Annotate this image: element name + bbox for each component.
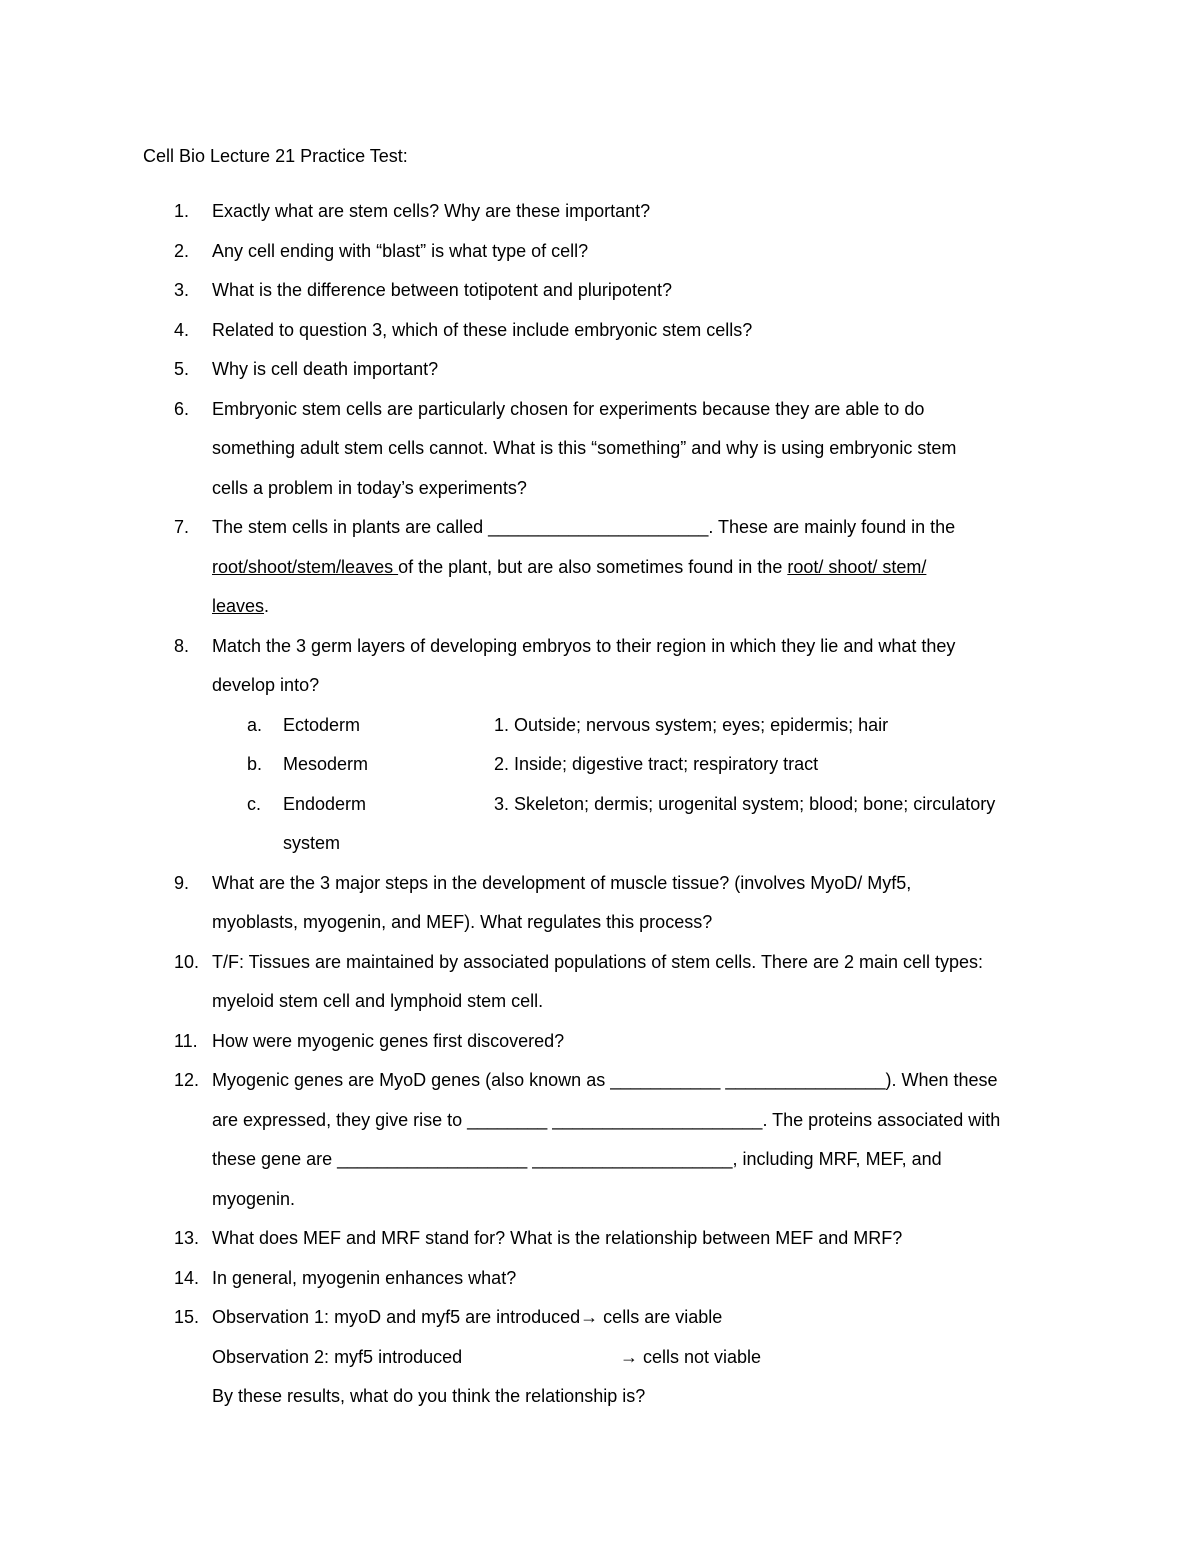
question-5-text: Why is cell death important?: [212, 359, 439, 379]
question-7-line-1: The stem cells in plants are called ______________________. These are mainly found in the: [212, 517, 956, 537]
question-3-text: What is the difference between totipotent and pluripotent?: [212, 280, 672, 300]
observation-2-left: Observation 2: myf5 introduced: [212, 1347, 463, 1367]
question-11-number: 11.: [174, 1031, 198, 1051]
question-13-text: What does MEF and MRF stand for? What is the relationship between MEF and MRF?: [212, 1228, 903, 1248]
observation-1: Observation 1: myoD and myf5 are introduced→ cells are viable: [212, 1307, 723, 1327]
observation-2-right: → cells not viable: [620, 1347, 762, 1367]
germ-layer-letter-c: c.: [247, 794, 262, 814]
document-title: Cell Bio Lecture 21 Practice Test:: [143, 146, 408, 166]
question-10-number: 10.: [174, 952, 200, 972]
question-5-number: 5.: [174, 359, 190, 379]
germ-layer-mesoderm: Mesoderm: [283, 754, 369, 774]
question-8-number: 8.: [174, 636, 190, 656]
question-7-line-3: [212, 594, 269, 618]
question-6-number: 6.: [174, 399, 190, 419]
question-15-closing: By these results, what do you think the relationship is?: [212, 1386, 646, 1406]
question-9-line-1: What are the 3 major steps in the development of muscle tissue? (involves MyoD/ Myf5,: [212, 873, 912, 893]
question-15-number: 15.: [174, 1307, 200, 1327]
question-10-line-2: myeloid stem cell and lymphoid stem cell.: [212, 991, 544, 1011]
germ-layer-endoderm: Endoderm: [283, 794, 367, 814]
underlined-plant-parts-b: root/ shoot/ stem/: [787, 557, 927, 577]
question-12-line-2: are expressed, they give rise to ________ _____________________. The proteins associated with: [212, 1110, 1001, 1130]
question-12-line-3: these gene are ___________________ ____________________, including MRF, MEF, and: [212, 1149, 942, 1169]
question-9-number: 9.: [174, 873, 190, 893]
germ-layer-letter-a: a.: [247, 715, 263, 735]
germ-layer-match-3: 3. Skeleton; dermis; urogenital system; blood; bone; circulatory: [494, 794, 996, 814]
question-7-line-2-middle: of the plant, but are also sometimes found in the: [398, 557, 788, 577]
question-12-number: 12.: [174, 1070, 200, 1090]
question-1-text: Exactly what are stem cells? Why are these important?: [212, 201, 651, 221]
question-2-number: 2.: [174, 241, 190, 261]
question-8-line-1: Match the 3 germ layers of developing embryos to their region in which they lie and what they: [212, 636, 956, 656]
germ-layer-match-2: 2. Inside; digestive tract; respiratory tract: [494, 754, 819, 774]
question-8-line-2: develop into?: [212, 675, 320, 695]
question-6-line-3: cells a problem in today’s experiments?: [212, 478, 527, 498]
germ-layer-letter-b: b.: [247, 754, 263, 774]
question-6-line-1: Embryonic stem cells are particularly chosen for experiments because they are able to do: [212, 399, 925, 419]
question-1-number: 1.: [174, 201, 190, 221]
question-7-line-3-tail: .: [264, 596, 270, 616]
question-14-number: 14.: [174, 1268, 200, 1288]
question-2-text: Any cell ending with “blast” is what type of cell?: [212, 241, 589, 261]
question-10-line-1: T/F: Tissues are maintained by associated populations of stem cells. There are 2 main cell types:: [212, 952, 984, 972]
question-3-number: 3.: [174, 280, 190, 300]
question-13-number: 13.: [174, 1228, 200, 1248]
question-6-line-2: something adult stem cells cannot. What is this “something” and why is using embryonic stem: [212, 438, 957, 458]
question-4-text: Related to question 3, which of these include embryonic stem cells?: [212, 320, 753, 340]
underlined-plant-parts-a: root/shoot/stem/leaves: [212, 557, 399, 577]
question-12-line-1: Myogenic genes are MyoD genes (also known as ___________ ________________). When these: [212, 1070, 998, 1090]
germ-layer-match-1: 1. Outside; nervous system; eyes; epidermis; hair: [494, 715, 889, 735]
germ-layer-ectoderm: Ectoderm: [283, 715, 361, 735]
question-7-line-2: [212, 555, 926, 579]
question-7-number: 7.: [174, 517, 190, 537]
question-9-line-2: myoblasts, myogenin, and MEF). What regulates this process?: [212, 912, 713, 932]
question-12-line-4: myogenin.: [212, 1189, 296, 1209]
question-14-text: In general, myogenin enhances what?: [212, 1268, 517, 1288]
question-4-number: 4.: [174, 320, 190, 340]
germ-layer-match-3-wrap: system: [283, 833, 341, 853]
question-11-text: How were myogenic genes first discovered?: [212, 1031, 565, 1051]
underlined-leaves: leaves: [212, 596, 265, 616]
